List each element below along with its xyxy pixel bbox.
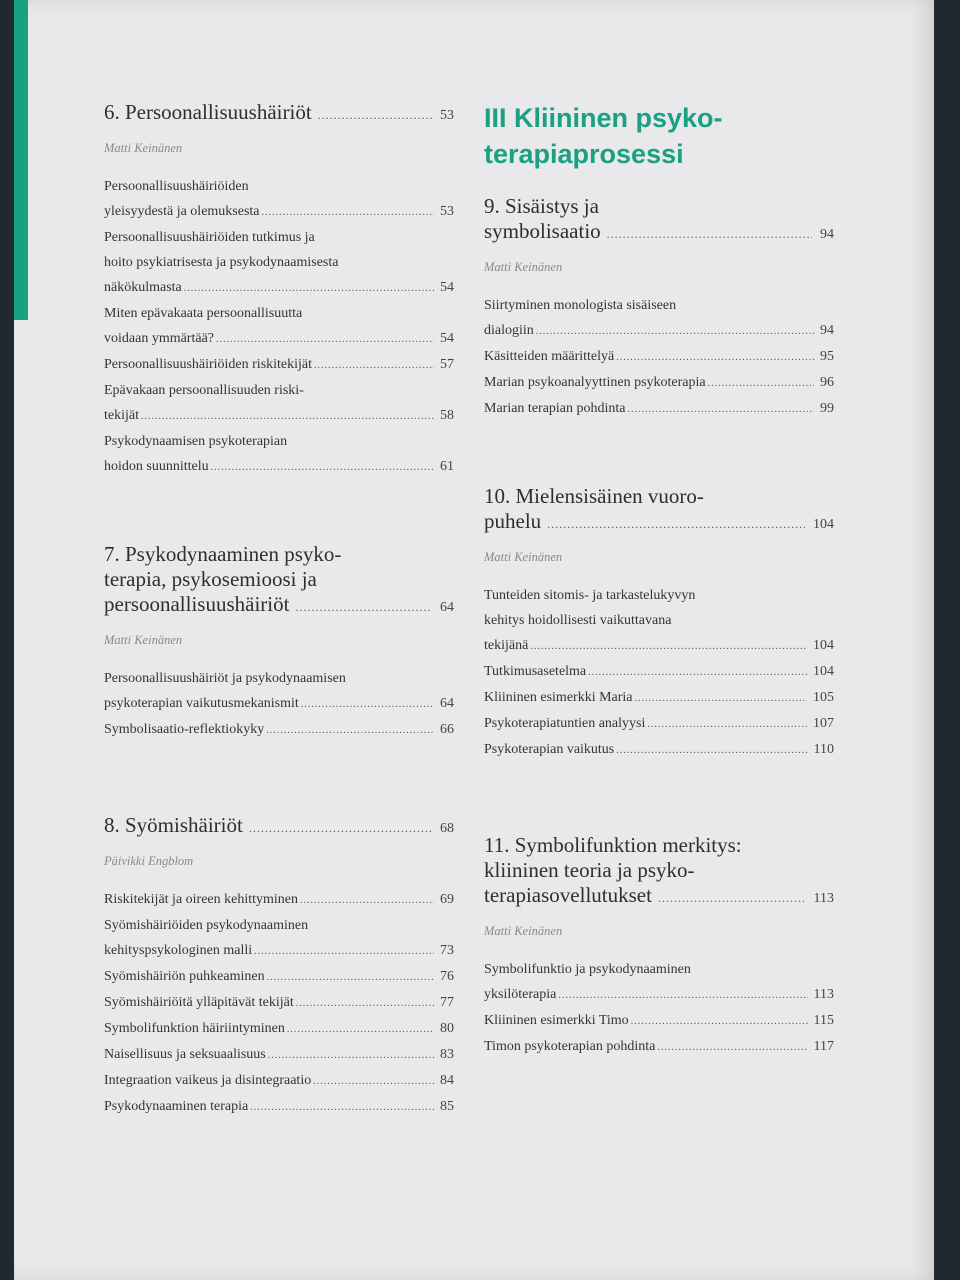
entry-line bbox=[484, 711, 834, 737]
dot-leader bbox=[184, 276, 434, 301]
entry-line bbox=[104, 275, 454, 301]
toc-entry bbox=[104, 717, 454, 743]
page-number: 84 bbox=[440, 1073, 454, 1088]
toc-entry bbox=[104, 964, 454, 990]
chapter-title-text: persoonallisuushäiriöt bbox=[104, 592, 290, 616]
chapter-title-line: terapia, psykosemioosi ja bbox=[104, 567, 317, 591]
entry-line bbox=[484, 370, 834, 396]
entry-text: Kliininen esimerkki Maria bbox=[484, 690, 633, 705]
page-number: 66 bbox=[440, 722, 454, 737]
entry-line: Symbolifunktio ja psykodynaaminen bbox=[484, 962, 691, 977]
entry-text: Riskitekijät ja oireen kehittyminen bbox=[104, 892, 299, 907]
entry-text: dialogiin bbox=[484, 323, 534, 338]
page-number: 85 bbox=[440, 1099, 454, 1114]
page-number: 107 bbox=[813, 716, 834, 731]
entry-line bbox=[104, 1094, 454, 1120]
part-heading-line: terapiaprosessi bbox=[484, 139, 684, 169]
entry-text: Syömishäiriön puhkeaminen bbox=[104, 969, 265, 984]
entry-line: Persoonallisuushäiriöiden tutkimus ja bbox=[104, 230, 315, 245]
dot-leader bbox=[295, 595, 432, 620]
toc-chapter bbox=[484, 833, 834, 1060]
toc-entry bbox=[484, 711, 834, 737]
entry-text: Naisellisuus ja seksuaalisuus bbox=[104, 1047, 266, 1062]
page-number: 64 bbox=[440, 696, 454, 711]
chapter-title bbox=[104, 813, 454, 841]
entry-line bbox=[484, 1008, 834, 1034]
toc-entry bbox=[484, 396, 834, 422]
dot-leader bbox=[296, 991, 434, 1016]
dot-leader bbox=[635, 686, 807, 711]
entry-text: tekijänä bbox=[484, 638, 529, 653]
chapter-author: Matti Keinänen bbox=[104, 633, 183, 647]
dot-leader bbox=[558, 983, 807, 1008]
entry-text: yleisyydestä ja olemuksesta bbox=[104, 204, 260, 219]
chapter-title-text: symbolisaatio bbox=[484, 219, 601, 243]
page-number: 77 bbox=[440, 995, 454, 1010]
toc-entry bbox=[484, 583, 834, 659]
chapter-title-text: 6. Persoonallisuushäiriöt bbox=[104, 100, 312, 124]
entry-line: Tunteiden sitomis- ja tarkastelukyvyn bbox=[484, 588, 696, 603]
right-column bbox=[484, 100, 834, 1060]
page-number: 54 bbox=[440, 280, 454, 295]
chapter-title bbox=[484, 833, 834, 911]
toc-entry bbox=[484, 370, 834, 396]
entry-line: Siirtyminen monologista sisäiseen bbox=[484, 298, 677, 313]
toc-entry bbox=[484, 1008, 834, 1034]
entry-line bbox=[104, 887, 454, 913]
entry-text: Persoonallisuushäiriöiden riskitekijät bbox=[104, 357, 313, 372]
dot-leader bbox=[267, 965, 434, 990]
chapter-title bbox=[484, 194, 834, 247]
toc-entry bbox=[104, 429, 454, 480]
entry-text: Käsitteiden määrittelyä bbox=[484, 349, 615, 364]
page-number: 105 bbox=[813, 690, 834, 705]
entry-line: Epävakaan persoonallisuuden riski- bbox=[104, 383, 304, 398]
chapter-title bbox=[484, 484, 834, 537]
entry-line bbox=[104, 964, 454, 990]
toc-entry bbox=[104, 1016, 454, 1042]
page-number: 96 bbox=[820, 375, 834, 390]
page-number: 69 bbox=[440, 892, 454, 907]
chapter-title bbox=[104, 100, 454, 128]
toc-entry bbox=[104, 1068, 454, 1094]
toc-chapter bbox=[104, 100, 454, 480]
chapter-title-line bbox=[104, 592, 454, 620]
toc-entry bbox=[484, 685, 834, 711]
entry-line bbox=[104, 454, 454, 480]
toc-entry bbox=[104, 887, 454, 913]
entry-line bbox=[484, 685, 834, 711]
page-number: 99 bbox=[820, 401, 834, 416]
entry-text: Marian terapian pohdinta bbox=[484, 401, 626, 416]
dot-leader bbox=[708, 371, 814, 396]
entry-line bbox=[484, 1034, 834, 1060]
dot-leader bbox=[250, 1095, 434, 1120]
page-number: 58 bbox=[440, 408, 454, 423]
entry-text: Tutkimusasetelma bbox=[484, 664, 587, 679]
chapter-author: Matti Keinänen bbox=[484, 550, 563, 564]
entry-text: yksilöterapia bbox=[484, 987, 557, 1002]
toc-entry bbox=[104, 301, 454, 352]
page-number: 117 bbox=[813, 1039, 834, 1054]
entry-line: Syömishäiriöiden psykodynaaminen bbox=[104, 918, 309, 933]
entry-text: näkökulmasta bbox=[104, 280, 182, 295]
entry-line bbox=[484, 344, 834, 370]
chapter-title-text: terapiasovellutukset bbox=[484, 883, 652, 907]
entry-line bbox=[104, 326, 454, 352]
entry-line: Persoonallisuushäiriöt ja psykodynaamisen bbox=[104, 671, 346, 686]
chapter-title-line: 9. Sisäistys ja bbox=[484, 194, 599, 218]
chapter-title-line bbox=[104, 813, 454, 841]
toc-chapter bbox=[104, 542, 454, 743]
page-number: 73 bbox=[440, 943, 454, 958]
page-number: 53 bbox=[440, 108, 454, 123]
page-number: 113 bbox=[813, 891, 834, 906]
toc-entry bbox=[104, 174, 454, 225]
toc-entry bbox=[104, 990, 454, 1016]
page-number: 104 bbox=[813, 664, 834, 679]
toc-entry bbox=[484, 1034, 834, 1060]
page-number: 110 bbox=[813, 742, 834, 757]
toc-entry bbox=[104, 352, 454, 378]
page-number: 64 bbox=[440, 600, 454, 615]
chapter-author: Päivikki Engblom bbox=[104, 854, 194, 868]
dot-leader bbox=[314, 353, 434, 378]
entry-text: Kliininen esimerkki Timo bbox=[484, 1013, 629, 1028]
entry-line bbox=[104, 691, 454, 717]
entry-line: kehitys hoidollisesti vaikuttavana bbox=[484, 613, 672, 628]
chapter-title-line bbox=[484, 883, 834, 911]
chapter-title-line bbox=[484, 509, 834, 537]
dot-leader bbox=[262, 200, 434, 225]
dot-leader bbox=[588, 660, 807, 685]
chapter-title-line: 7. Psykodynaaminen psyko- bbox=[104, 542, 342, 566]
dot-leader bbox=[216, 327, 434, 352]
entry-text: Symbolifunktion häiriintyminen bbox=[104, 1021, 285, 1036]
toc-entry bbox=[104, 913, 454, 964]
entry-line: hoito psykiatrisesta ja psykodynaamisesta bbox=[104, 255, 339, 270]
dot-leader bbox=[616, 738, 807, 763]
entry-text: Integraation vaikeus ja disintegraatio bbox=[104, 1073, 312, 1088]
page-number: 94 bbox=[820, 227, 834, 242]
entry-line bbox=[104, 1016, 454, 1042]
entry-line bbox=[484, 396, 834, 422]
page-number: 68 bbox=[440, 821, 454, 836]
dot-leader bbox=[318, 103, 432, 128]
dot-leader bbox=[530, 634, 807, 659]
toc-entry bbox=[104, 666, 454, 717]
page-number: 113 bbox=[813, 987, 834, 1002]
entry-text: kehityspsykologinen malli bbox=[104, 943, 253, 958]
toc-entry bbox=[484, 293, 834, 344]
entry-line bbox=[484, 982, 834, 1008]
entry-line bbox=[104, 990, 454, 1016]
chapter-title-text: puhelu bbox=[484, 509, 542, 533]
chapter-title bbox=[104, 542, 454, 620]
dot-leader bbox=[616, 345, 814, 370]
left-column bbox=[104, 100, 454, 1120]
entry-text: Psykoterapian vaikutus bbox=[484, 742, 615, 757]
entry-line bbox=[484, 659, 834, 685]
entry-line: Psykodynaamisen psykoterapian bbox=[104, 434, 288, 449]
toc-entry bbox=[104, 1094, 454, 1120]
page-number: 94 bbox=[820, 323, 834, 338]
dot-leader bbox=[657, 1035, 807, 1060]
chapter-title-line bbox=[104, 100, 454, 128]
entry-line bbox=[104, 1042, 454, 1068]
entry-text: Timon psykoterapian pohdinta bbox=[484, 1039, 656, 1054]
entry-line bbox=[104, 352, 454, 378]
toc-chapter bbox=[484, 484, 834, 763]
dot-leader bbox=[301, 692, 434, 717]
entry-text: Syömishäiriöitä ylläpitävät tekijät bbox=[104, 995, 294, 1010]
chapter-title-line: 11. Symbolifunktion merkitys: bbox=[484, 833, 742, 857]
entry-line bbox=[484, 633, 834, 659]
page-number: 104 bbox=[813, 638, 834, 653]
dot-leader bbox=[287, 1017, 434, 1042]
page-number: 76 bbox=[440, 969, 454, 984]
entry-text: psykoterapian vaikutusmekanismit bbox=[104, 696, 299, 711]
toc-chapter bbox=[104, 813, 454, 1120]
entry-text: hoidon suunnittelu bbox=[104, 459, 209, 474]
toc-entry bbox=[484, 659, 834, 685]
entry-line: Persoonallisuushäiriöiden bbox=[104, 179, 249, 194]
page-number: 104 bbox=[813, 517, 834, 532]
entry-line bbox=[104, 199, 454, 225]
entry-text: Psykodynaaminen terapia bbox=[104, 1099, 249, 1114]
page-number: 95 bbox=[820, 349, 834, 364]
page-number: 83 bbox=[440, 1047, 454, 1062]
dot-leader bbox=[536, 319, 814, 344]
entry-line bbox=[104, 717, 454, 743]
green-edge-stripe bbox=[14, 0, 28, 320]
dot-leader bbox=[211, 455, 434, 480]
page-number: 61 bbox=[440, 459, 454, 474]
toc-chapter bbox=[484, 194, 834, 422]
dot-leader bbox=[300, 888, 434, 913]
part-heading bbox=[484, 100, 834, 172]
chapter-title-line: kliininen teoria ja psyko- bbox=[484, 858, 695, 882]
dot-leader bbox=[647, 712, 807, 737]
chapter-author: Matti Keinänen bbox=[104, 141, 183, 155]
toc-entry bbox=[484, 344, 834, 370]
entry-text: Psykoterapiatuntien analyysi bbox=[484, 716, 646, 731]
chapter-title-line bbox=[484, 219, 834, 247]
dot-leader bbox=[254, 939, 434, 964]
page-number: 115 bbox=[813, 1013, 834, 1028]
chapter-title-text: 8. Syömishäiriöt bbox=[104, 813, 243, 837]
toc-entry bbox=[484, 957, 834, 1008]
dot-leader bbox=[628, 397, 814, 422]
page-number: 54 bbox=[440, 331, 454, 346]
entry-line bbox=[104, 938, 454, 964]
entry-text: voidaan ymmärtää? bbox=[104, 331, 215, 346]
dot-leader bbox=[607, 222, 812, 247]
toc-entry bbox=[104, 225, 454, 301]
page-number: 80 bbox=[440, 1021, 454, 1036]
entry-line bbox=[484, 318, 834, 344]
book-page bbox=[14, 0, 934, 1280]
dot-leader bbox=[658, 886, 806, 911]
dot-leader bbox=[249, 816, 432, 841]
entry-text: Marian psykoanalyyttinen psykoterapia bbox=[484, 375, 706, 390]
part-heading-line: III Kliininen psyko- bbox=[484, 103, 723, 133]
toc-entry bbox=[484, 737, 834, 763]
entry-text: Symbolisaatio-reflektiokyky bbox=[104, 722, 265, 737]
chapter-author: Matti Keinänen bbox=[484, 260, 563, 274]
entry-text: tekijät bbox=[104, 408, 139, 423]
entry-line bbox=[484, 737, 834, 763]
entry-line bbox=[104, 1068, 454, 1094]
dot-leader bbox=[268, 1043, 434, 1068]
chapter-author: Matti Keinänen bbox=[484, 924, 563, 938]
page-number: 53 bbox=[440, 204, 454, 219]
dot-leader bbox=[313, 1069, 434, 1094]
toc-entry bbox=[104, 378, 454, 429]
dot-leader bbox=[266, 718, 434, 743]
entry-line: Miten epävakaata persoonallisuutta bbox=[104, 306, 303, 321]
dot-leader bbox=[631, 1009, 808, 1034]
page-number: 57 bbox=[440, 357, 454, 372]
chapter-title-line: 10. Mielensisäinen vuoro- bbox=[484, 484, 704, 508]
entry-line bbox=[104, 403, 454, 429]
dot-leader bbox=[141, 404, 434, 429]
dot-leader bbox=[547, 512, 805, 537]
toc-entry bbox=[104, 1042, 454, 1068]
